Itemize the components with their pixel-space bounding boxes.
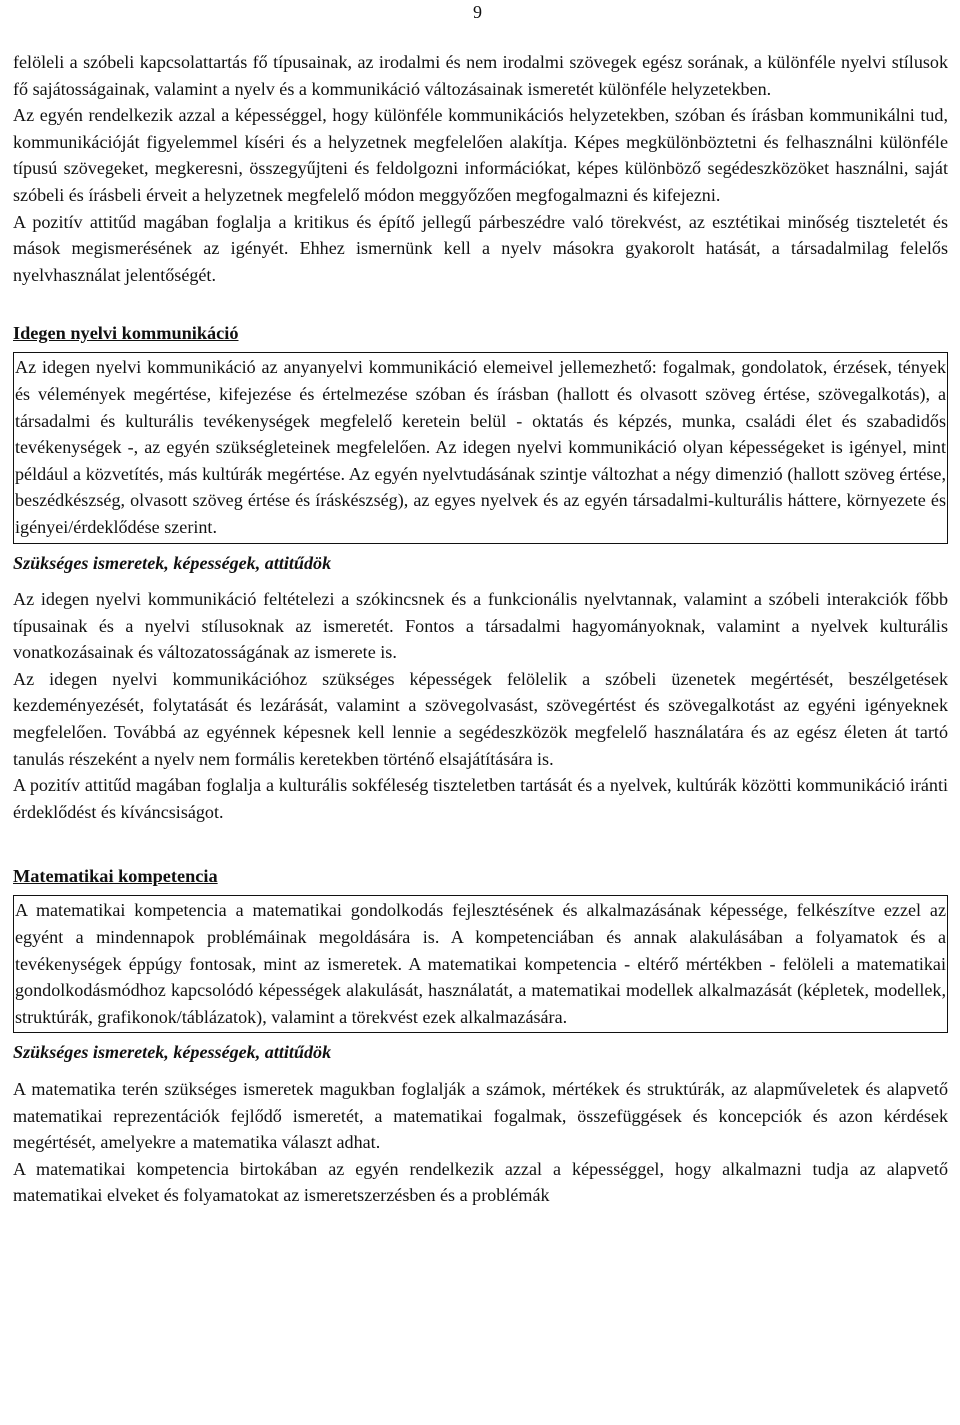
foreign-language-section [13, 320, 948, 825]
intro-paragraph: Az egyén rendelkezik azzal a képességgel, hogy különféle kommunikációs helyzetekben, szóban és írásban kommunikálni tud, kommunikációját figyelemmel kíséri és a helyzetnek megfelelően alakítja. Képes megkülönböztetni és felhasználni különféle típusú szövegeket, megkeresni, összegyűjteni és feldolgozni információkat, képes különböző segédeszközöket használni, saját szóbeli és írásbeli érveit a helyzetnek megfelelő módon meggyőzően megfogalmazni és kifejezni. [13, 105, 948, 205]
body-paragraph: Az idegen nyelvi kommunikációhoz szükséges képességek felölelik a szóbeli üzenetek megértését, beszélgetések kezdeményezését, folytatását és lezárását, valamint a szövegolvasást, szövegértést és szövegalkotást az egyéni igényeknek megfelelően. Továbbá az egyénnek képesnek kell lennie a segédeszközök megfelelő használatára és az egész életen át tartó tanulás részeként a nyelv nem formális keretekben történő elsajátítására is. [13, 668, 948, 769]
intro-section [13, 49, 948, 288]
body-paragraph: Az idegen nyelvi kommunikáció feltételezi a szókincsnek és a funkcionális nyelvtannak, valamint a szóbeli interakciók főbb típusainak és a nyelvi stílusoknak az ismeretét. Fontos a társadalmi hagyományoknak, valamint a nyelvek kulturális vonatkozásainak és változatosságának az ismerete is. [13, 589, 948, 663]
body-paragraph: A matematikai kompetencia birtokában az egyén rendelkezik azzal a képességgel, hogy alkalmazni tudja az alapvető matematikai elveket és folyamatokat az ismeretszerzésben és a problémák [13, 1158, 948, 1206]
body-paragraph: A matematika terén szükséges ismeretek magukban foglalják a számok, mértékek és struktúrák, az alapműveletek és alapvető matematikai reprezentációk fejlődő ismeretét, a matematikai fogalmak, összefüggések és koncepciók és azon kérdések megértését, amelyekre a matematika választ adhat. [13, 1079, 948, 1153]
definition-box [13, 352, 948, 543]
section-heading: Idegen nyelvi kommunikáció [13, 323, 239, 344]
body-paragraph: A pozitív attitűd magában foglalja a kulturális sokféleség tiszteletben tartását és a nyelvek, kultúrák közötti kommunikáció iránti érdeklődést és kíváncsiságot. [13, 775, 948, 822]
definition-box [13, 895, 948, 1033]
subsection-heading: Szükséges ismeretek, képességek, attitűdök [13, 1042, 332, 1063]
definition-text: A matematikai kompetencia a matematikai gondolkodás fejlesztésének és alkalmazásának képessége, felkészítve ezzel az egyént a mindennapok problémáinak megoldására is. A kompetenciában és annak alakulásában a folyamatok és a tevékenységek éppúgy fontosak, mint az ismeretek. A matematikai kompetencia - eltérő mértékben - felöleli a matematikai gondolkodásmódhoz kapcsolódó képességek alakulását, használatát, a matematikai modellek alkalmazását (képletek, modellek, struktúrák, grafikonok/táblázatok), valamint a törekvést ezek alkalmazására. [15, 900, 946, 1027]
math-section [13, 863, 948, 1209]
page-number: 9 [473, 2, 482, 22]
document-body [13, 49, 948, 1209]
subsection-heading: Szükséges ismeretek, képességek, attitűdök [13, 552, 332, 573]
section-heading: Matematikai kompetencia [13, 866, 218, 887]
intro-paragraph: A pozitív attitűd magában foglalja a kritikus és építő jellegű párbeszédre való törekvést, az esztétikai minőség tiszteletét és mások megismerésének az igényét. Ehhez ismernünk kell a nyelv másokra gyakorolt hatását, a társadalmilag felelős nyelvhasználat jelentőségét. [13, 211, 948, 285]
intro-paragraph: felöleli a szóbeli kapcsolattartás fő típusainak, az irodalmi és nem irodalmi szövegek egész sorának, a különféle nyelvi stílusok fő sajátosságainak, valamint a nyelv és a kommunikáció változásainak ismeretét különféle helyzetekben. [13, 52, 948, 99]
definition-text: Az idegen nyelvi kommunikáció az anyanyelvi kommunikáció elemeivel jellemezhető: fogalmak, gondolatok, érzések, tények és vélemények megértése, kifejezése és értelmezése szóban és írásban (hallott és olvasott szöveg értése, szövegalkotás), a társadalmi és kulturális tevékenységek megfelelő keretein belül - oktatás és képzés, munka, családi élet és szabadidős tevékenységek -, az egyén szükségleteinek megfelelően. Az idegen nyelvi kommunikáció olyan képességeket is igényel, mint például a közvetítés, más kultúrák megértése. Az egyén nyelvtudásának szintje változhat a négy dimenzió (hallott szöveg értése, beszédkészség, olvasott szöveg értése és íráskészség), az egyes nyelvek és az egyén társadalmi-kulturális háttere, környezete és igényei/érdeklődése szerint. [15, 357, 946, 537]
